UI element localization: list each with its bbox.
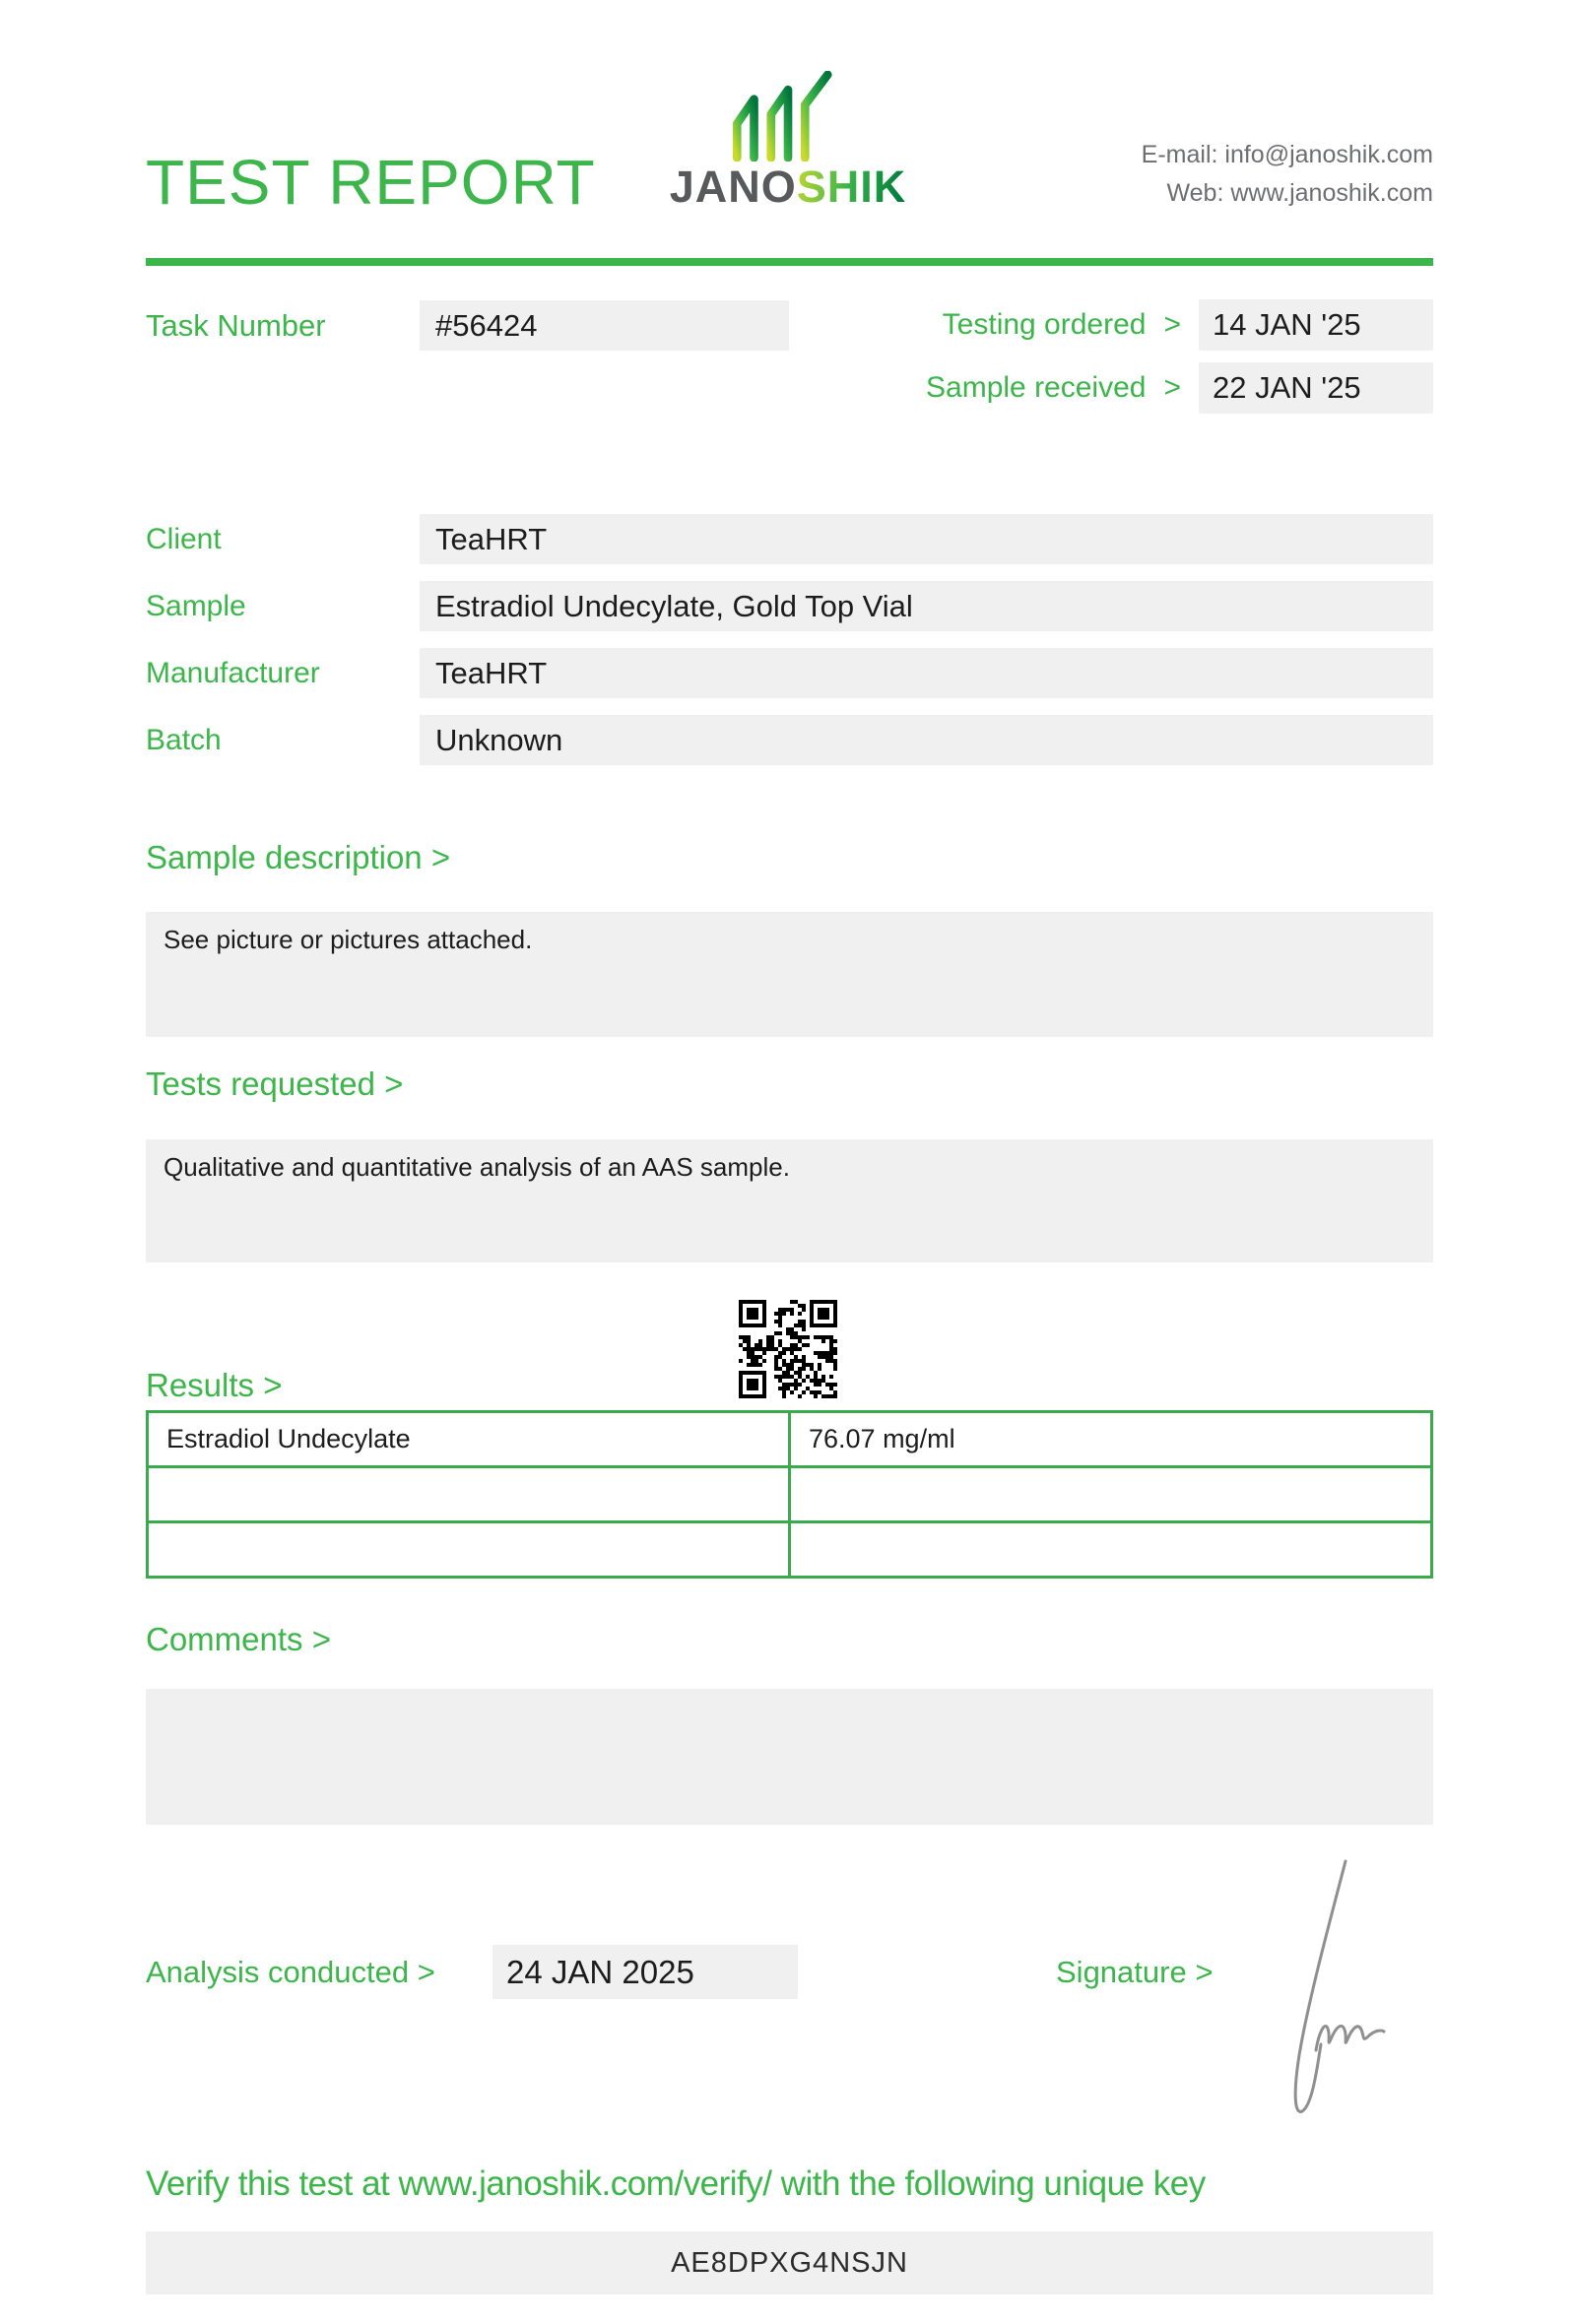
- analysis-date-value: 24 JAN 2025: [506, 1954, 694, 1990]
- contact-email-line: [1142, 136, 1433, 174]
- result-value-cell: [790, 1467, 1432, 1522]
- sample-received-label: Sample received: [926, 371, 1147, 404]
- janoshik-logo: [650, 71, 926, 211]
- testing-ordered-arrow: >: [1163, 308, 1181, 341]
- result-value-cell: [790, 1522, 1432, 1578]
- results-table: [146, 1410, 1433, 1579]
- comments-box: [146, 1689, 1433, 1825]
- tests-requested-box: [146, 1139, 1433, 1262]
- sample-field: [420, 581, 1433, 631]
- sample-description-text: See picture or pictures attached.: [164, 925, 533, 954]
- logo-wordmark: [650, 163, 926, 211]
- result-substance-cell: [148, 1467, 790, 1522]
- result-value-cell: 76.07 mg/ml: [790, 1412, 1432, 1467]
- manufacturer-value: TeaHRT: [435, 656, 548, 690]
- table-row: [148, 1467, 1432, 1522]
- client-field: [420, 514, 1433, 564]
- qr-code: [739, 1300, 837, 1398]
- signature-image: [1259, 1853, 1387, 2139]
- logo-green-part: SHIK: [796, 161, 907, 212]
- analysis-date-field: [492, 1945, 798, 1999]
- batch-label: Batch: [146, 724, 222, 756]
- manufacturer-field: [420, 648, 1433, 698]
- task-number-field: [420, 300, 789, 351]
- sample-description-heading: Sample description >: [146, 839, 451, 875]
- header-divider: [146, 258, 1433, 266]
- batch-field: [420, 715, 1433, 765]
- comments-heading: Comments >: [146, 1621, 331, 1657]
- email-value: info@janoshik.com: [1224, 141, 1433, 168]
- testing-ordered-label: Testing ordered: [942, 308, 1147, 341]
- result-substance-cell: [148, 1522, 790, 1578]
- table-row: [148, 1522, 1432, 1578]
- signature-label: Signature >: [1056, 1955, 1214, 1989]
- client-label: Client: [146, 523, 222, 555]
- verify-key-box: [146, 2231, 1433, 2294]
- client-value: TeaHRT: [435, 522, 548, 556]
- verify-text: Verify this test at www.janoshik.com/verify/ with the following unique key: [146, 2164, 1206, 2203]
- tests-requested-text: Qualitative and quantitative analysis of an AAS sample.: [164, 1152, 790, 1182]
- manufacturer-label: Manufacturer: [146, 657, 320, 689]
- contact-web-line: [1142, 174, 1433, 213]
- web-value: www.janoshik.com: [1230, 179, 1433, 207]
- page-title: TEST REPORT: [146, 147, 596, 218]
- table-row: [148, 1412, 1432, 1467]
- contact-block: [1142, 136, 1433, 213]
- sample-received-row: [867, 362, 1433, 414]
- result-substance-cell: Estradiol Undecylate: [148, 1412, 790, 1467]
- logo-gray-part: JANO: [669, 161, 797, 212]
- tests-requested-heading: Tests requested >: [146, 1065, 404, 1102]
- sample-label: Sample: [146, 590, 246, 622]
- analysis-conducted-label: Analysis conducted >: [146, 1955, 435, 1989]
- comments-text: [146, 1689, 1433, 1714]
- task-number-value: #56424: [435, 308, 538, 343]
- batch-value: Unknown: [435, 723, 563, 757]
- web-label: Web:: [1166, 179, 1224, 207]
- results-heading: Results >: [146, 1367, 283, 1403]
- sample-description-box: [146, 912, 1433, 1037]
- task-number-label: Task Number: [146, 308, 326, 343]
- testing-ordered-row: [867, 299, 1433, 351]
- testing-ordered-value: 14 JAN '25: [1199, 299, 1433, 351]
- verify-key: AE8DPXG4NSJN: [671, 2247, 908, 2279]
- sample-received-arrow: >: [1163, 371, 1181, 404]
- sample-received-value: 22 JAN '25: [1199, 362, 1433, 414]
- sample-value: Estradiol Undecylate, Gold Top Vial: [435, 589, 913, 623]
- email-label: E-mail:: [1141, 141, 1218, 168]
- growth-chart-icon: [729, 71, 847, 161]
